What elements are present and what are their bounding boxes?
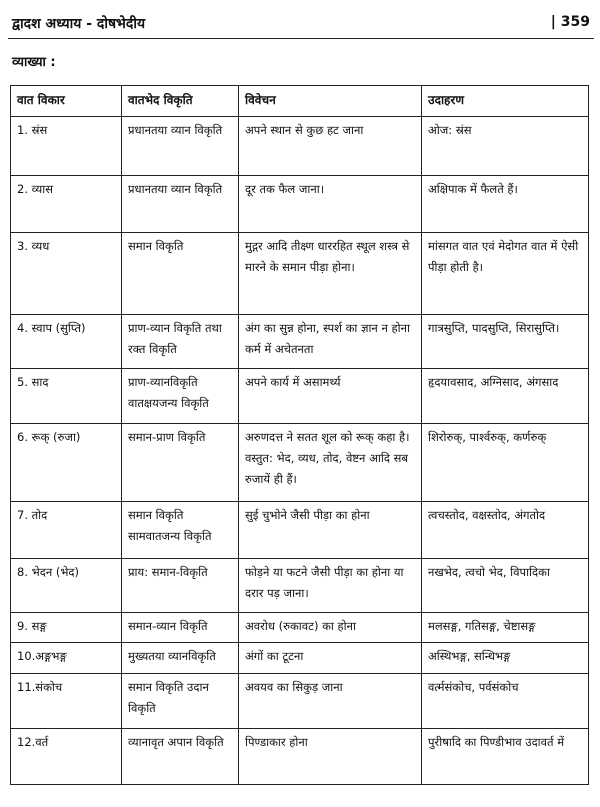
table-cell: अपने स्थान से कुछ हट जाना bbox=[239, 117, 422, 176]
table-cell: पुरीषादि का पिण्डीभाव उदावर्त में bbox=[422, 729, 589, 785]
page-number: | 359 bbox=[550, 14, 590, 30]
table-cell: 11.संकोच bbox=[11, 674, 122, 729]
table-cell: अंगों का टूटना bbox=[239, 643, 422, 674]
table-cell: प्राय: समान-विकृति bbox=[122, 559, 239, 613]
table-cell: पिण्डाकार होना bbox=[239, 729, 422, 785]
table-row bbox=[11, 729, 589, 785]
column-header: वातभेद विकृति bbox=[122, 86, 239, 117]
table-cell: समान-प्राण विकृति bbox=[122, 424, 239, 502]
table-header-row bbox=[11, 86, 589, 117]
table-cell: 7. तोद bbox=[11, 502, 122, 559]
table-cell: व्यानावृत अपान विकृति bbox=[122, 729, 239, 785]
table-cell: 12.वर्त bbox=[11, 729, 122, 785]
table-cell: मुद्गर आदि तीक्ष्ण धाररहित स्थूल शस्त्र से मारने के समान पीड़ा होना। bbox=[239, 233, 422, 315]
table-cell: अवरोध (रुकावट) का होना bbox=[239, 613, 422, 643]
table-row bbox=[11, 369, 589, 424]
table-cell: नखभेद, त्वचो भेद, विपादिका bbox=[422, 559, 589, 613]
table-cell: अंग का सुन्न होना, स्पर्श का ज्ञान न होना कर्म में अचेतनता bbox=[239, 315, 422, 369]
table-row bbox=[11, 315, 589, 369]
table-cell: अवयव का सिकुड़ जाना bbox=[239, 674, 422, 729]
table-cell: 2. व्यास bbox=[11, 176, 122, 233]
table-cell: 10.अङ्गभङ्ग bbox=[11, 643, 122, 674]
table-row bbox=[11, 613, 589, 643]
table-row bbox=[11, 176, 589, 233]
column-header: वात विकार bbox=[11, 86, 122, 117]
table-cell: त्वचस्तोद, वक्षस्तोद, अंगतोद bbox=[422, 502, 589, 559]
table-cell: हृदयावसाद, अग्निसाद, अंगसाद bbox=[422, 369, 589, 424]
table-cell: प्रधानतया व्यान विकृति bbox=[122, 117, 239, 176]
table-cell: शिरोरुक्, पार्श्वरुक्, कर्णरुक् bbox=[422, 424, 589, 502]
table-cell: 9. सङ्ग bbox=[11, 613, 122, 643]
table-cell: अस्थिभङ्ग, सन्धिभङ्ग bbox=[422, 643, 589, 674]
column-header: उदाहरण bbox=[422, 86, 589, 117]
section-label: व्याख्या : bbox=[12, 55, 56, 70]
table-cell: प्राण-व्यान विकृति तथा रक्त विकृति bbox=[122, 315, 239, 369]
table-cell: 3. व्यध bbox=[11, 233, 122, 315]
table-cell: प्राण-व्यानविकृति वातक्षयजन्य विकृति bbox=[122, 369, 239, 424]
table-cell: 1. स्रंस bbox=[11, 117, 122, 176]
table-cell: मलसङ्ग, गतिसङ्ग, चेष्टासङ्ग bbox=[422, 613, 589, 643]
table-cell: अक्षिपाक में फैलते हैं। bbox=[422, 176, 589, 233]
table-cell: अरुणदत्त ने सतत शूल को रूक् कहा है। वस्तुत: भेद, व्यध, तोद, वेष्टन आदि सब रुजायें ही हैं। bbox=[239, 424, 422, 502]
table-cell: अपने कार्य में असामर्थ्य bbox=[239, 369, 422, 424]
table-cell: प्रधानतया व्यान विकृति bbox=[122, 176, 239, 233]
table-cell: मांसगत वात एवं मेदोगत वात में ऐसी पीड़ा होती है। bbox=[422, 233, 589, 315]
table-cell: समान-व्यान विकृति bbox=[122, 613, 239, 643]
table-row bbox=[11, 424, 589, 502]
table-cell: 6. रूक् (रुजा) bbox=[11, 424, 122, 502]
vata-vikara-table bbox=[10, 85, 589, 785]
table-row bbox=[11, 117, 589, 176]
table-cell: 4. स्वाप (सुप्ति) bbox=[11, 315, 122, 369]
table-cell: मुख्यतया व्यानविकृति bbox=[122, 643, 239, 674]
table-cell: समान विकृति सामवातजन्य विकृति bbox=[122, 502, 239, 559]
column-header: विवेचन bbox=[239, 86, 422, 117]
table-row bbox=[11, 502, 589, 559]
table-cell: फोड़ने या फटने जैसी पीड़ा का होना या दरार पड़ जाना। bbox=[239, 559, 422, 613]
chapter-title: द्वादश अध्याय - दोषभेदीय bbox=[12, 16, 146, 32]
table-cell: 8. भेदन (भेद) bbox=[11, 559, 122, 613]
page-header bbox=[8, 8, 594, 39]
table-cell: वर्त्मसंकोच, पर्वसंकोच bbox=[422, 674, 589, 729]
table-cell: समान विकृति bbox=[122, 233, 239, 315]
table-cell: गात्रसुप्ति, पादसुप्ति, सिरासुप्ति। bbox=[422, 315, 589, 369]
table-cell: 5. साद bbox=[11, 369, 122, 424]
table-cell: सुई चुभोने जैसी पीड़ा का होना bbox=[239, 502, 422, 559]
table-cell: ओज: स्रंस bbox=[422, 117, 589, 176]
table-cell: दूर तक फैल जाना। bbox=[239, 176, 422, 233]
table-row bbox=[11, 643, 589, 674]
table-row bbox=[11, 674, 589, 729]
table-row bbox=[11, 559, 589, 613]
table-cell: समान विकृति उदान विकृति bbox=[122, 674, 239, 729]
table-row bbox=[11, 233, 589, 315]
